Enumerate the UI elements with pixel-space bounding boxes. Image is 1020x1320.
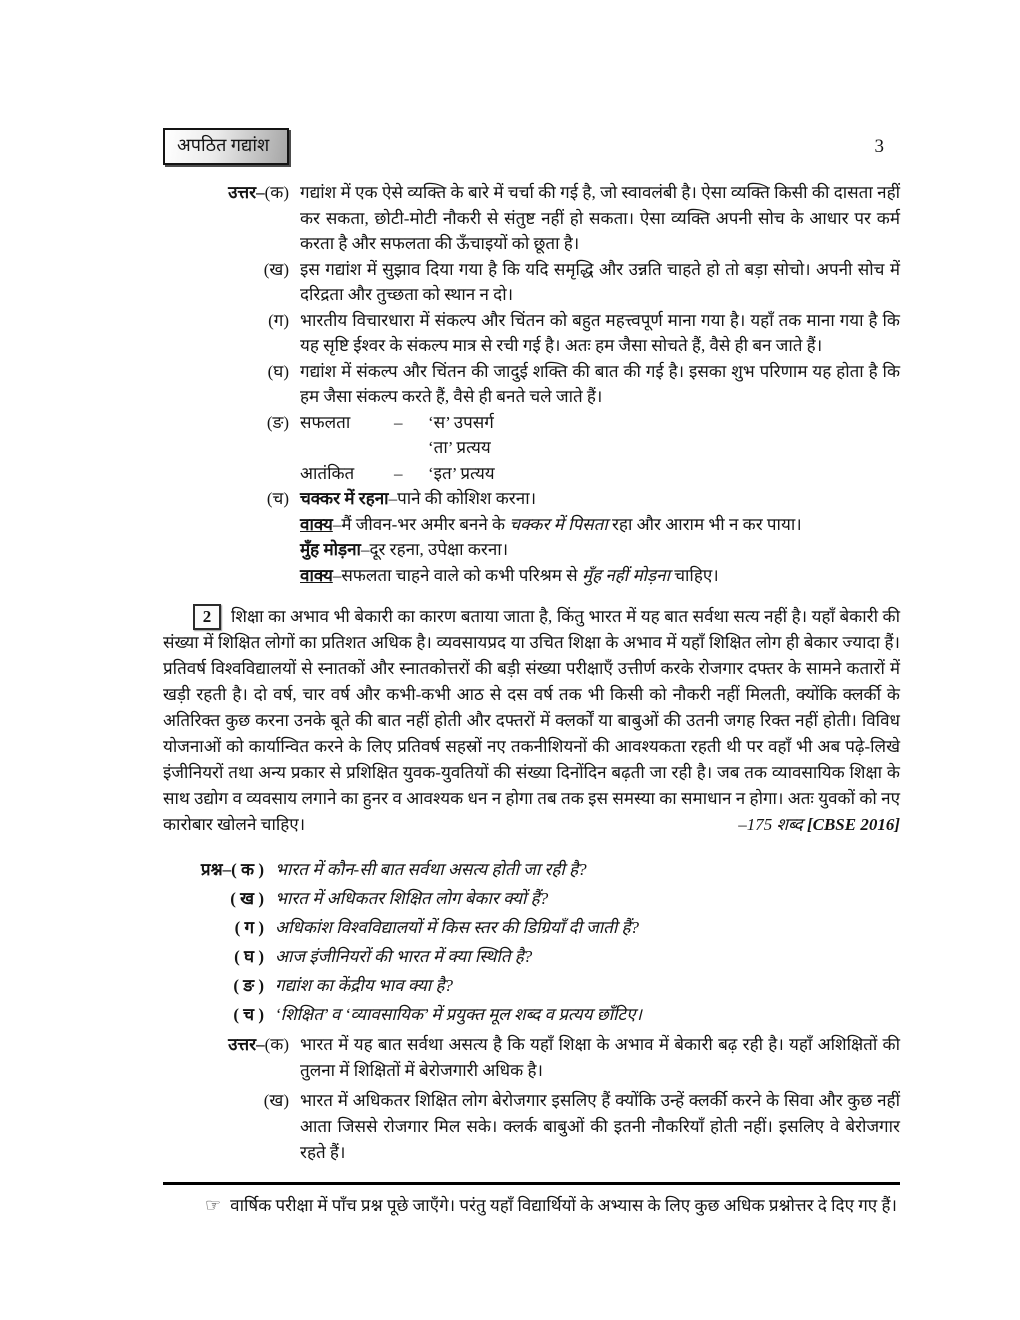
- morphology-word: [300, 435, 394, 461]
- idiom-meaning: –दूर रहना, उपेक्षा करना।: [360, 540, 509, 559]
- word-count: –175 शब्द: [738, 815, 807, 834]
- footer-note: [163, 1182, 900, 1219]
- section-title: अपठित गद्यांश: [177, 135, 270, 155]
- answer-item-idioms: [163, 486, 900, 588]
- answer-item-label: [163, 1032, 300, 1084]
- question-item: [163, 884, 900, 913]
- sentence-keyword: वाक्य: [300, 565, 333, 585]
- footer-note-text: [163, 1192, 900, 1219]
- sentence-highlight: मुँह नहीं मोड़ना: [581, 565, 670, 585]
- idiom-sentence: [300, 512, 900, 538]
- passage-text: शिक्षा का अभाव भी बेकारी का कारण बताया जाता है, किंतु भारत में यह बात सर्वथा सत्य नहीं है। यहाँ बेकारी की संख्या में शिक्षित लोगों का प्रतिशत अधिक है। व्यवसायप्रद या उचित शिक्षा के अभाव में यहाँ शिक्षित लोग ही बेकार ज्यादा हैं। प्रतिवर्ष विश्वविद्यालयों से स्नातकों और स्नातकोत्तरों की बड़ी संख्या परीक्षाएँ उत्तीर्ण करके रोजगार दफ्तर के सामने कतारों में खड़ी रहती है। दो वर्ष, चार वर्ष और कभी-कभी आठ से दस वर्ष तक भी किसी को नौकरी नहीं मिलती, क्योंकि क्लर्की के अतिरिक्त कुछ करना उनके बूते की बात नहीं होती और दफ्तरों में क्लर्कों या बाबुओं की उतनी जगह रिक्त नहीं होती। विविध योजनाओं को कार्यान्वित करने के लिए प्रतिवर्ष सहस्रों नए तकनीशियनों की आवश्यकता रहती थी पर वहाँ भी अब पढ़े-लिखे इंजीनियरों तथा अन्य प्रकार से प्रशिक्षित युवक-युवतियों की संख्या दिनोंदिन बढ़ती जा रही है। जब तक व्यावसायिक शिक्षा के साथ उद्योग व व्यवसाय लगाने का हुनर व आवश्यक धन न होगा तब तक इस समस्या का समाधान न होगा। अतः युवकों को नए कारोबार खोलने चाहिए।: [163, 607, 900, 834]
- idiom-list: [300, 486, 900, 588]
- item-letter: ( घ ): [234, 947, 264, 966]
- idiom-meaning: –पाने की कोशिश करना।: [388, 489, 537, 508]
- morphology-table: [300, 410, 900, 487]
- item-letter: (क): [264, 183, 289, 202]
- note-text: वार्षिक परीक्षा में पाँच प्रश्न पूछे जाएँगे। परंतु यहाँ विद्यार्थियों के अभ्यास के लिए कुछ अधिक प्रश्नोत्तर दे दिए गए हैं।: [230, 1196, 897, 1215]
- item-letter: ( ङ ): [233, 976, 264, 995]
- answer-item-text: गद्यांश में संकल्प और चिंतन की जादुई शक्ति की बात की गई है। इसका शुभ परिणाम यह होता है कि हम जैसा संकल्प करते हैं, वैसे ही बनते चले जाते हैं।: [300, 361, 900, 406]
- idiom-term: चक्कर में रहना: [300, 489, 389, 508]
- page-number: 3: [874, 136, 884, 157]
- item-letter: (ख): [263, 1091, 289, 1110]
- pointing-hand-icon: ☞: [205, 1195, 222, 1215]
- morphology-row: [300, 435, 900, 461]
- question-keyword: प्रश्न–: [200, 860, 232, 879]
- sentence-pre: –मैं जीवन-भर अमीर बनने के: [332, 514, 510, 534]
- idiom-definition: [300, 537, 900, 563]
- question-item-label: [163, 855, 275, 884]
- answer-item: [163, 257, 900, 308]
- answer-item-label: [163, 180, 300, 257]
- morphology-value: ‘स’ उपसर्ग: [428, 412, 494, 432]
- item-letter: ( च ): [233, 1005, 264, 1024]
- question-item: [163, 942, 900, 971]
- item-letter: ( ग ): [234, 918, 264, 937]
- morphology-value: ‘ता’ प्रत्यय: [428, 438, 491, 457]
- passage-number-box: 2: [193, 604, 221, 630]
- question-text: भारत में कौन-सी बात सर्वथा असत्य होती जा रही है?: [275, 860, 587, 879]
- item-letter: (घ): [267, 361, 289, 381]
- question-text: अधिकांश विश्वविद्यालयों में किस स्तर की डिग्रियाँ दी जाती हैं?: [275, 918, 640, 937]
- page-header: [163, 128, 900, 165]
- answer-item: [163, 180, 900, 257]
- question-item: [163, 1000, 900, 1029]
- answer-item: [163, 1088, 900, 1166]
- sentence-post: रहा और आराम भी न कर पाया।: [607, 514, 802, 534]
- citation: [CBSE 2016]: [806, 815, 900, 834]
- sentence-keyword: वाक्य: [300, 514, 333, 534]
- idiom-term: मुँह मोड़ना: [300, 540, 361, 559]
- idiom-sentence: [300, 563, 900, 589]
- answer-item-text: भारतीय विचारधारा में संकल्प और चिंतन को बहुत महत्त्वपूर्ण माना गया है। यहाँ तक माना गया है कि यह सृष्टि ईश्वर के संकल्प मात्र से रची गई है। अतः हम जैसा सोचते हैं, वैसे ही बन जाते हैं।: [300, 310, 900, 355]
- item-letter: (ङ): [266, 412, 289, 432]
- item-letter: ( ख ): [230, 889, 264, 908]
- answer-item-text: इस गद्यांश में सुझाव दिया गया है कि यदि समृद्धि और उन्नति चाहते हो तो बड़ा सोचो। अपनी सोच में दरिद्रता और तुच्छता को स्थान न दो।: [300, 259, 900, 304]
- section-title-box: [163, 128, 289, 165]
- morphology-dash: –: [394, 463, 403, 483]
- morphology-dash: [394, 435, 428, 461]
- answer-keyword: उत्तर–: [228, 1035, 265, 1054]
- answer-item: [163, 359, 900, 410]
- question-block: [163, 855, 900, 1029]
- question-text: आज इंजीनियरों की भारत में क्या स्थिति है?: [275, 947, 533, 966]
- idiom-definition: [300, 486, 900, 512]
- morphology-row: [300, 410, 900, 436]
- answer-item-text: भारत में अधिकतर शिक्षित लोग बेरोजगार इसलिए हैं क्योंकि उन्हें क्लर्की करने के सिवा और कुछ नहीं आता जिससे रोजगार मिल सके। क्लर्क बाबुओं की इतनी नौकरियाँ होती नहीं। इसलिए वे बेरोजगार रहते हैं।: [300, 1091, 900, 1162]
- question-item: [163, 913, 900, 942]
- morphology-word: आतंकित: [300, 463, 355, 483]
- morphology-row: [300, 461, 900, 487]
- item-letter: (ख): [263, 259, 289, 279]
- answer-item: [163, 308, 900, 359]
- morphology-value: ‘इत’ प्रत्यय: [428, 463, 495, 483]
- answer-keyword: उत्तर–: [228, 183, 265, 202]
- item-letter: (क): [264, 1035, 289, 1054]
- answer-item-text: गद्यांश में एक ऐसे व्यक्ति के बारे में चर्चा की गई है, जो स्वावलंबी है। ऐसा व्यक्ति किसी की दासता नहीं कर सकता, छोटी-मोटी नौकरी से संतुष्ट नहीं हो सकता। ऐसा व्यक्ति अपनी सोच के आधार पर कर्म करता है और सफलता की ऊँचाइयों को छूता है।: [300, 183, 900, 253]
- item-letter: (च): [266, 489, 289, 508]
- morphology-dash: –: [394, 412, 403, 432]
- answer-item-text: भारत में यह बात सर्वथा असत्य है कि यहाँ शिक्षा के अभाव में बेकारी बढ़ रही है। यहाँ अशिक्षितों की तुलना में शिक्षितों में बेरोजगारी अधिक है।: [300, 1035, 900, 1080]
- answer-item: [163, 1032, 900, 1084]
- question-text: गद्यांश का केंद्रीय भाव क्या है?: [275, 976, 453, 995]
- item-letter: (ग): [268, 310, 289, 330]
- question-item: [163, 855, 900, 884]
- answer-block-2: [163, 1032, 900, 1166]
- sentence-post: चाहिए।: [669, 565, 719, 585]
- question-text: ‘शिक्षित’ व ‘व्यावसायिक’ में प्रयुक्त मूल शब्द व प्रत्यय छाँटिए।: [275, 1005, 642, 1024]
- question-text: भारत में अधिकतर शिक्षित लोग बेकार क्यों हैं?: [275, 889, 549, 908]
- passage-2: [163, 604, 900, 838]
- sentence-pre: –सफलता चाहने वाले को कभी परिश्रम से: [332, 565, 582, 585]
- item-letter: ( क ): [231, 860, 264, 879]
- morphology-word: सफलता: [300, 412, 351, 432]
- sentence-highlight: चक्कर में पिसता: [509, 514, 608, 534]
- passage-attribution: [718, 812, 900, 838]
- answer-block-1: [163, 180, 900, 588]
- question-item: [163, 971, 900, 1000]
- answer-item-morphology: [163, 410, 900, 487]
